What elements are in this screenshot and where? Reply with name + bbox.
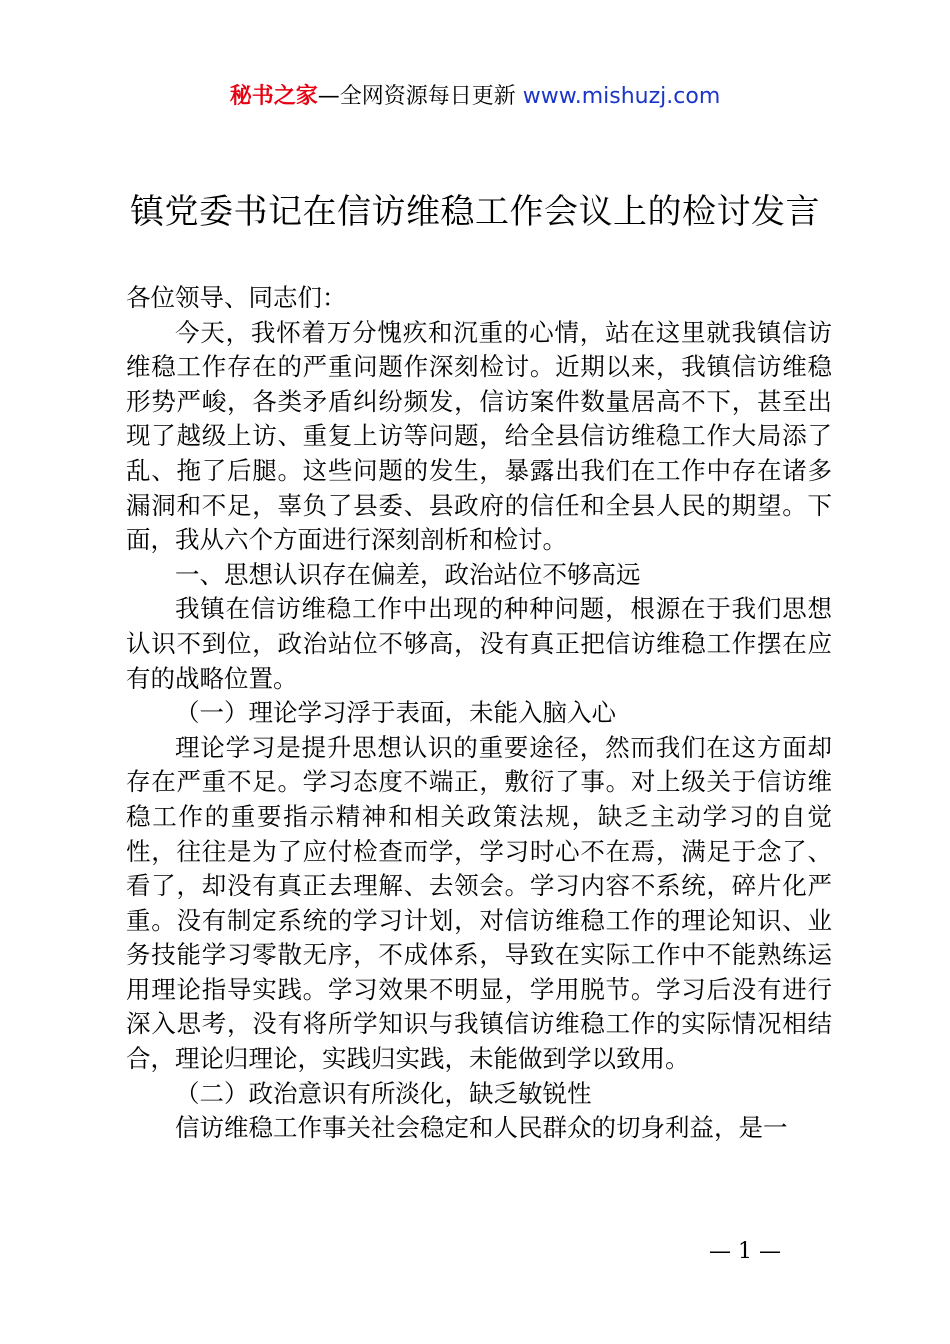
subsection-heading-1-2: （二）政治意识有所淡化，缺乏敏锐性 bbox=[175, 1078, 592, 1108]
site-brand[interactable]: 秘书之家 bbox=[229, 84, 318, 109]
section-heading-1: 一、思想认识存在偏差，政治站位不够高远 bbox=[175, 559, 641, 589]
subsection-heading-1-1: （一）理论学习浮于表面，未能入脑入心 bbox=[175, 698, 616, 728]
salutation: 各位领导、同志们： bbox=[126, 283, 347, 312]
paragraph-section-1: 我镇在信访维稳工作中出现的种种问题，根源在于我们思想认识不到位，政治站位不够高，没有真正把信访维稳工作摆在应有的战略位置。 bbox=[126, 594, 832, 693]
paragraph-intro: 今天，我怀着万分愧疚和沉重的心情，站在这里就我镇信访维稳工作存在的严重问题作深刻检讨。近期以来，我镇信访维稳形势严峻，各类矛盾纠纷频发，信访案件数量居高不下，甚至出现了越级上访、重复上访等问题，给全县信访维稳工作大局添了乱、拖了后腿。这些问题的发生，暴露出我们在工作中存在诸多漏洞和不足，辜负了县委、县政府的信任和全县人民的期望。下面，我从六个方面进行深刻剖析和检讨。 bbox=[126, 317, 832, 555]
document-body bbox=[126, 281, 832, 1146]
document-title: 镇党委书记在信访维稳工作会议上的检讨发言 bbox=[130, 192, 820, 232]
site-header bbox=[0, 80, 950, 114]
site-slogan: —全网资源每日更新 bbox=[317, 84, 523, 109]
paragraph-subsection-1-1: 理论学习是提升思想认识的重要途径，然而我们在这方面却存在严重不足。学习态度不端正，敷衍了事。对上级关于信访维稳工作的重要指示精神和相关政策法规，缺乏主动学习的自觉性，往往是为了应付检查而学，学习时心不在焉，满足于念了、看了，却没有真正去理解、去领会。学习内容不系统，碎片化严重。没有制定系统的学习计划，对信访维稳工作的理论知识、业务技能学习零散无序，不成体系，导致在实际工作中不能熟练运用理论指导实践。学习效果不明显，学用脱节。学习后没有进行深入思考，没有将所学知识与我镇信访维稳工作的实际情况相结合，理论归理论，实践归实践，未能做到学以致用。 bbox=[126, 732, 832, 1074]
page-number: — 1 — bbox=[709, 1239, 781, 1264]
paragraph-subsection-1-2: 信访维稳工作事关社会稳定和人民群众的切身利益，是一 bbox=[175, 1113, 788, 1143]
site-url-link[interactable]: www.mishuzj.com bbox=[522, 84, 721, 109]
